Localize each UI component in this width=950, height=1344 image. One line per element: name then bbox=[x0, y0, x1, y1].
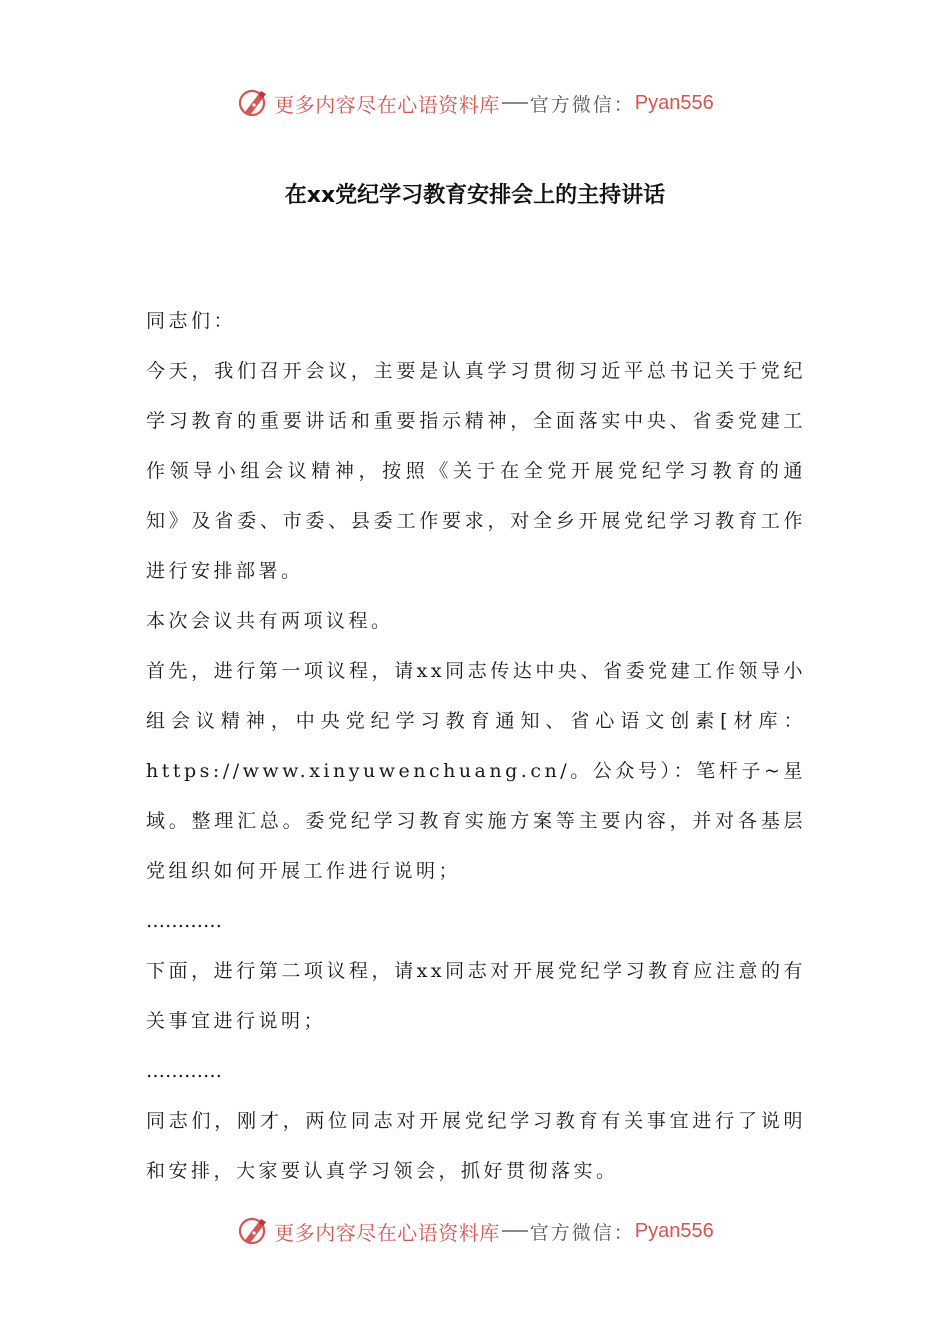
document-title: 在xx党纪学习教育安排会上的主持讲话 bbox=[284, 183, 666, 208]
paragraph-ellipsis: ………… bbox=[146, 910, 222, 932]
wechat-label: 官方微信： bbox=[529, 93, 635, 116]
separator-dash bbox=[502, 102, 528, 104]
paragraph-intro: 今天，我们召开会议，主要是认真学习贯彻习近平总书记关于党纪学习教育的重要讲话和重要指示精神，全面落实中央、省委党建工作领导小组会议精神，按照《关于在全党开展党纪学习教育的通知》及省委、市委、县委工作要求，对全乡开展党纪学习教育工作进行安排部署。 bbox=[146, 360, 806, 582]
document-body bbox=[146, 296, 806, 1196]
paragraph-ellipsis: ………… bbox=[146, 1060, 222, 1082]
wechat-label: 官方微信： bbox=[529, 1221, 635, 1244]
separator-dash bbox=[502, 1230, 528, 1232]
paragraph-item-one: 首先，进行第一项议程，请xx同志传达中央、省委党建工作领导小组会议精神，中央党纪学习教育通知、省心语文创素[材库：https://www.xinyuwenchuang.cn/。公众号）：笔杆子~星域。整理汇总。委党纪学习教育实施方案等主要内容，并对各基层党组织如何开展工作进行说明； bbox=[146, 660, 806, 882]
paragraph-closing: 同志们，刚才，两位同志对开展党纪学习教育有关事宜进行了说明和安排，大家要认真学习领会，抓好贯彻落实。 bbox=[146, 1110, 806, 1182]
wechat-id: Pyan556 bbox=[634, 91, 714, 114]
wechat-id: Pyan556 bbox=[634, 1219, 714, 1242]
pen-nib-logo-icon bbox=[236, 86, 270, 120]
paragraph-salutation: 同志们： bbox=[146, 310, 237, 332]
footer-banner bbox=[0, 1211, 950, 1251]
brand-text: 更多内容尽在心语资料库 bbox=[274, 92, 500, 117]
brand-text: 更多内容尽在心语资料库 bbox=[274, 1220, 500, 1245]
paragraph-item-two: 下面，进行第二项议程，请xx同志对开展党纪学习教育应注意的有关事宜进行说明； bbox=[146, 960, 806, 1032]
header-banner bbox=[0, 83, 950, 123]
paragraph-agenda: 本次会议共有两项议程。 bbox=[146, 610, 394, 632]
pen-nib-logo-icon bbox=[236, 1214, 270, 1248]
